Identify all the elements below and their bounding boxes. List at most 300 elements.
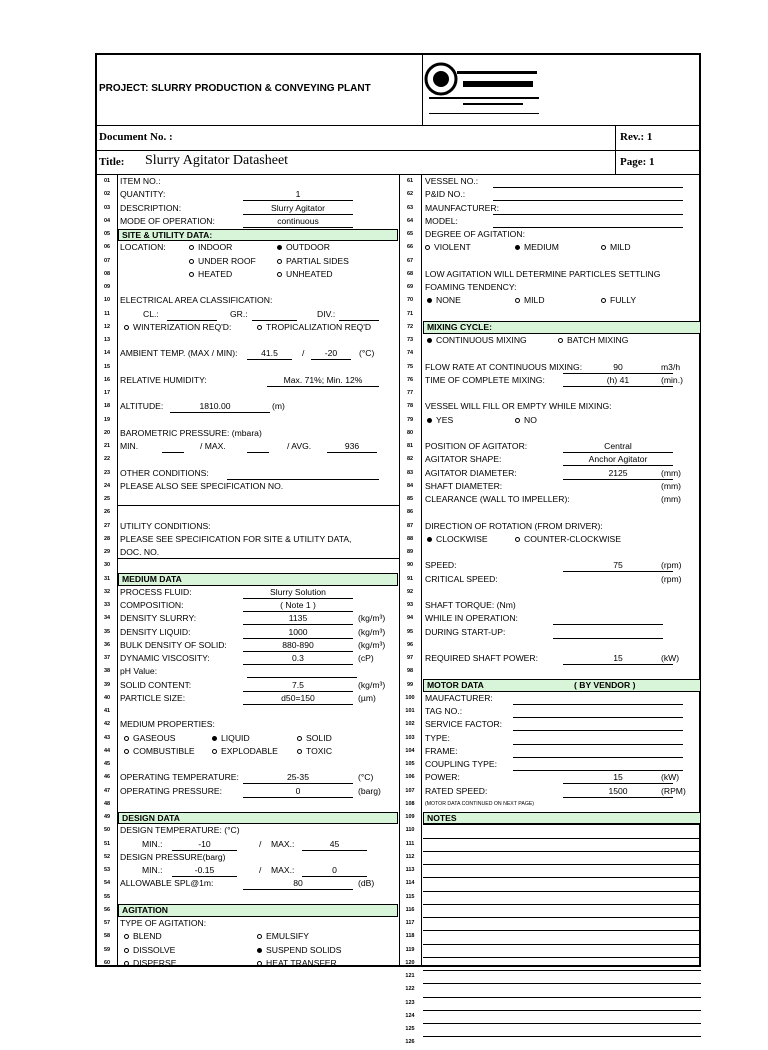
radio-label: MEDIUM [524,242,559,253]
row-number: 92 [406,588,414,595]
field-value[interactable]: 7.5 [292,679,304,690]
field-value[interactable]: 880-890 [282,639,314,650]
ambient-min[interactable]: -20 [324,348,338,359]
fill-option[interactable] [427,414,453,427]
row-number: 86 [406,509,414,516]
row-number: 66 [406,244,414,251]
notes-line [423,838,701,839]
field-unit: (mm) [661,494,682,504]
rev-label: Rev.: 1 [620,131,653,143]
fill-option[interactable] [515,414,537,427]
field-label: DURING START-UP: [425,626,506,637]
radio-label: GASEOUS [133,732,176,743]
field-label: SOLID CONTENT: [120,679,192,690]
field-label: ALTITUDE: [120,401,164,412]
row-number: 23 [103,469,111,476]
field-label: MAUNFACTURER: [425,202,500,213]
agitation-type-option[interactable] [124,930,162,943]
row-number: 126 [405,1039,415,1046]
radio-icon[interactable] [427,338,432,343]
section-note: ( BY VENDOR ) [574,680,636,690]
radio-label: NO [524,414,537,425]
field-label: ALLOWABLE SPL@1m: [120,878,214,889]
radio-label: SOLID [306,732,332,743]
notes-line [423,864,701,865]
logo-divider [422,55,423,125]
row-number: 75 [406,363,414,370]
field-label: MODEL: [425,215,458,226]
design-max-value[interactable]: 0 [332,865,337,875]
motor-field-line [513,733,683,745]
row-number: 46 [103,774,111,781]
agitation-type-option[interactable] [124,957,176,970]
field-value[interactable]: 1000 [288,626,308,637]
logo-icon [423,57,545,121]
design-max-label: MAX.: [271,865,295,875]
row-number: 79 [406,416,414,423]
row-number: 123 [405,999,415,1006]
area-cl-line [167,309,217,321]
row-number: 107 [405,787,415,794]
row-number: 06 [103,244,111,251]
field-label: FRAME: [425,745,458,756]
spec-line [118,494,399,506]
agitation-type-option[interactable] [257,944,341,957]
radio-icon[interactable] [124,749,129,754]
field-label: CLEARANCE (WALL TO IMPELLER): [425,494,570,504]
altitude-unit: (m) [272,401,285,412]
field-unit: m3/h [661,361,681,372]
row-number: 60 [103,959,111,966]
notes-line [423,930,701,931]
notes-line [423,944,701,945]
row-number: 69 [406,284,414,290]
row-number: 122 [405,986,415,993]
page-label: Page: 1 [620,156,655,168]
section-header: MOTOR DATA ( BY VENDOR ) [423,679,701,692]
agitation-type-option[interactable] [124,944,175,957]
radio-label: TOXIC [306,745,333,756]
row-number: 108 [405,800,415,807]
notes-line [423,1010,701,1011]
row-number: 16 [103,376,111,383]
row-number: 124 [405,1012,415,1019]
motor-field-line [513,693,683,705]
mixing-option[interactable] [558,334,628,347]
radio-icon[interactable] [427,537,432,542]
radio-label: WINTERIZATION REQ'D: [133,321,232,332]
row-number: 40 [103,694,111,701]
datasheet [95,53,701,1046]
row-number: 117 [405,920,415,926]
field-label: TYPE: [425,732,450,743]
row-number: 22 [103,456,111,463]
field-label: PLEASE SEE SPECIFICATION FOR SITE & UTILITY DATA, [120,533,352,544]
field-label: DESCRIPTION: [120,202,182,213]
row-number: 48 [103,800,111,807]
baro-min-line [162,441,184,453]
field-unit: (dB) [358,878,375,889]
utility-line [118,547,399,559]
row-number: 67 [406,257,414,264]
field-value[interactable]: 1500 [608,785,628,796]
field-value[interactable]: d50=150 [281,692,315,703]
row-number: 41 [103,708,111,714]
notes-line [423,877,701,878]
design-max-label: MAX.: [271,838,295,849]
field-label: LOCATION: [120,242,166,253]
field-value[interactable]: 0 [295,785,301,796]
radio-icon[interactable] [124,948,129,953]
row-number: 71 [406,310,414,317]
header-field-line [493,189,683,201]
row-number: 118 [405,933,415,940]
row-number: 13 [103,337,111,343]
field-unit: (kW) [661,772,680,783]
row-number: 11 [104,310,110,317]
row-number: 44 [103,747,111,754]
row-number: 113 [405,867,415,873]
field-unit: (kW) [661,653,680,663]
humidity-value[interactable]: Max. 71%; Min. 12% [283,374,363,385]
row-number: 93 [406,602,414,608]
field-label: MIN. [120,441,139,451]
radio-icon[interactable] [124,934,129,939]
radio-icon[interactable] [257,948,262,953]
row-number: 14 [103,350,111,357]
row-number: 58 [103,933,111,940]
foaming-option[interactable] [601,294,636,307]
row-number: 94 [406,615,414,622]
radio-label: PARTIAL SIDES [286,255,349,266]
field-value[interactable]: 90 [613,361,623,372]
field-label: DEGREE OF AGITATION: [425,229,525,239]
baro-max-line [247,441,269,453]
field-label: SHAFT TORQUE: (Nm) [425,600,516,610]
area-div: DIV.: [317,308,336,319]
tropicalization-option[interactable] [257,321,371,334]
row-number: 70 [406,297,414,304]
field-value[interactable]: (h) 41 [606,374,630,385]
rotation-option[interactable] [515,533,621,546]
radio-icon[interactable] [427,298,432,303]
field-unit: (RPM) [661,785,686,796]
foaming-option[interactable] [427,294,461,307]
radio-icon[interactable] [558,338,563,343]
location-option[interactable] [277,268,333,281]
row-number: 73 [406,337,414,343]
row-number: 101 [405,708,415,714]
radio-icon[interactable] [189,259,194,264]
field-value[interactable]: 0.3 [292,653,304,663]
radio-icon[interactable] [515,418,520,423]
degree-option[interactable] [515,241,559,254]
motor-field-line [513,706,683,718]
mixing-option[interactable] [427,334,527,347]
row-number: 85 [406,496,414,502]
row-number: 114 [405,880,415,887]
radio-icon[interactable] [515,298,520,303]
row-number: 87 [406,522,414,529]
row-number: 28 [103,535,111,542]
row-number: 33 [103,602,111,608]
field-label: DESIGN TEMPERATURE: (°C) [120,825,240,836]
field-value[interactable]: ( Note 1 ) [280,600,316,610]
radio-icon[interactable] [124,325,129,330]
area-div-line [339,309,379,321]
field-value[interactable]: 1135 [288,613,308,624]
radio-icon[interactable] [601,298,606,303]
radio-label: INDOOR [198,242,233,253]
field-label: DOC. NO. [120,547,160,557]
row-number: 62 [406,191,414,198]
medium-property-option[interactable] [124,732,176,745]
ambient-max[interactable]: 41.5 [261,348,278,359]
field-label: SPEED: [425,560,457,571]
radio-icon[interactable] [189,272,194,277]
section-header: AGITATION [118,904,398,917]
field-label: ELECTRICAL AREA CLASSIFICATION: [120,295,273,306]
field-unit: (rpm) [661,573,682,584]
row-number: 18 [103,403,111,410]
location-option[interactable] [277,241,330,254]
row-number: 19 [103,416,111,423]
medium-property-option[interactable] [124,745,195,758]
radio-label: FULLY [610,295,637,306]
radio-icon[interactable] [124,736,129,741]
field-label: DESIGN PRESSURE(barg) [120,851,226,862]
row-number: 56 [103,906,111,913]
row-number: 96 [406,641,414,648]
row-number: 105 [405,761,415,767]
baro-max-label: / MAX. [200,441,226,451]
notes-line [423,970,701,971]
row-number: 65 [406,231,414,237]
field-label: DIRECTION OF ROTATION (FROM DRIVER): [425,520,603,531]
radio-label: COUNTER-CLOCKWISE [524,533,621,544]
field-label: POSITION OF AGITATOR: [425,441,528,451]
radio-icon[interactable] [297,749,302,754]
radio-icon[interactable] [277,272,282,277]
field-label: DENSITY SLURRY: [120,613,197,624]
field-unit: (mm) [661,467,682,478]
radio-label: TROPICALIZATION REQ'D [266,321,372,332]
row-number: 51 [103,840,111,847]
row-number: 110 [405,827,415,834]
radio-icon[interactable] [257,325,262,330]
design-max-value[interactable]: 45 [329,838,340,849]
field-label: P&ID NO.: [425,189,466,200]
radio-icon[interactable] [189,245,194,250]
radio-icon[interactable] [601,245,606,250]
radio-icon[interactable] [212,736,217,741]
radio-icon[interactable] [257,961,262,966]
field-value[interactable]: continuous [277,215,319,226]
radio-icon[interactable] [124,961,129,966]
row-number: 30 [103,562,111,569]
company-logo [423,57,545,121]
baro-avg-label: / AVG. [287,441,312,451]
field-label: RATED SPEED: [425,785,488,796]
header-divider [97,125,699,126]
field-label: ITEM NO.: [120,176,161,186]
radio-icon[interactable] [515,245,520,250]
row-number: 27 [103,522,111,529]
notes-line [423,983,701,984]
row-number: 91 [406,575,414,582]
location-option[interactable] [189,255,256,268]
section-header: MIXING CYCLE: [423,321,701,334]
radio-label: BATCH MIXING [567,335,629,345]
radio-icon[interactable] [212,749,217,754]
area-gr: GR.: [230,308,248,319]
field-value[interactable]: Anchor Agitator [588,454,648,465]
row-number: 20 [103,429,111,436]
row-number: 09 [103,284,111,290]
field-value[interactable]: Slurry Agitator [271,202,325,213]
row-number: 03 [103,204,111,211]
medium-property-option[interactable] [297,732,332,745]
section-header: NOTES [423,812,701,825]
field-label: OPERATING PRESSURE: [120,785,223,796]
field-label: PROCESS FLUID: [120,586,192,597]
row-number: 07 [103,257,111,264]
radio-label: MILD [524,295,545,306]
field-unit: (°C) [358,772,374,783]
row-number: 04 [103,217,111,224]
row-number: 36 [103,641,111,648]
field-label: MAUFACTURER: [425,692,493,703]
field-label: MEDIUM PROPERTIES: [120,719,215,730]
field-label: AGITATOR SHAPE: [425,454,502,465]
field-value[interactable]: 80 [293,878,303,889]
row-number: 78 [406,403,414,410]
section-header: DESIGN DATA [118,812,398,825]
radio-icon[interactable] [425,245,430,250]
field-value[interactable]: 25-35 [287,772,309,783]
row-number: 05 [103,231,111,237]
winterization-option[interactable] [124,321,231,334]
docno-divider [97,150,699,151]
radio-label: OUTDOOR [286,242,330,253]
field-label: FLOW RATE AT CONTINUOUS MIXING: [425,361,583,372]
altitude-value[interactable]: 1810.00 [199,401,231,412]
medium-property-option[interactable] [212,732,250,745]
motor-field-line [513,719,683,731]
design-min-value[interactable]: -0.15 [194,865,215,875]
row-number: 103 [405,734,415,741]
field-label: VESSEL NO.: [425,176,479,186]
row-number: 31 [103,575,111,582]
field-value[interactable]: 75 [613,560,623,571]
row-number: 83 [406,469,414,476]
field-label: TYPE OF AGITATION: [120,918,207,928]
radio-label: YES [436,414,454,425]
project-title: PROJECT: SLURRY PRODUCTION & CONVEYING PLANT [99,83,371,94]
row-number: 115 [405,893,415,900]
radio-label: BLEND [133,931,162,942]
field-label: OTHER CONDITIONS: [120,467,209,478]
field-value[interactable]: 1 [295,189,301,200]
location-option[interactable] [189,268,232,281]
radio-label: HEATED [198,268,233,279]
title-label: Title: [99,156,125,168]
degree-option[interactable] [425,241,471,254]
field-label: CRITICAL SPEED: [425,573,498,584]
medium-property-option[interactable] [297,745,332,758]
row-number: 59 [103,946,111,953]
design-min-value[interactable]: -10 [198,838,211,849]
row-number: 26 [103,509,111,516]
field-label: RELATIVE HUMIDITY: [120,374,207,385]
row-number: 82 [406,456,414,463]
row-number: 57 [103,920,111,926]
field-value[interactable]: Central [604,441,632,451]
radio-icon[interactable] [427,418,432,423]
field-label: PLEASE ALSO SEE SPECIFICATION NO. [120,480,284,491]
agitation-type-option[interactable] [257,930,309,943]
field-label: TAG NO.: [425,706,463,716]
field-value[interactable]: 2125 [608,467,628,478]
location-option[interactable] [277,255,349,268]
medium-property-option[interactable] [212,745,278,758]
radio-icon[interactable] [297,736,302,741]
row-number: 01 [103,178,111,184]
location-option[interactable] [189,241,232,254]
row-number: 38 [103,668,111,675]
left-num-divider [117,174,118,967]
foaming-option[interactable] [515,294,545,307]
degree-option[interactable] [601,241,631,254]
radio-icon[interactable] [257,934,262,939]
row-number: 97 [406,655,414,661]
field-label: POWER: [425,772,460,783]
row-number: 88 [406,535,414,542]
document-title: Slurry Agitator Datasheet [145,153,289,168]
field-value[interactable]: Slurry Solution [270,586,326,597]
field-label: SERVICE FACTOR: [425,719,503,730]
row-number: 72 [406,323,414,330]
row-number: 111 [405,840,415,847]
ambient-sep: / [302,348,305,359]
row-number: 68 [406,270,414,277]
row-number: 35 [103,628,111,635]
row-number: 24 [103,482,111,489]
row-number: 74 [406,350,414,357]
radio-label: CLOCKWISE [436,533,488,544]
baro-avg-value[interactable]: 936 [344,441,360,451]
row-number: 112 [405,853,415,860]
field-value[interactable]: 15 [613,653,623,663]
field-unit: (kg/m³) [358,639,386,650]
other-cond-line [227,468,379,480]
row-number: 61 [406,178,414,184]
field-label: SHAFT DIAMETER: [425,480,503,491]
notes-line [423,1036,701,1037]
row-number: 81 [406,443,414,449]
rotation-option[interactable] [427,533,488,546]
notes-line [423,917,701,918]
field-unit: (kg/m³) [358,626,386,637]
radio-icon[interactable] [277,245,282,250]
radio-icon[interactable] [515,537,520,542]
field-label: UTILITY CONDITIONS: [120,520,211,531]
agitation-type-option[interactable] [257,957,337,970]
radio-label: UNHEATED [286,268,333,279]
radio-icon[interactable] [277,259,282,264]
field-value[interactable]: 15 [613,772,623,783]
header-field-line [493,176,683,188]
